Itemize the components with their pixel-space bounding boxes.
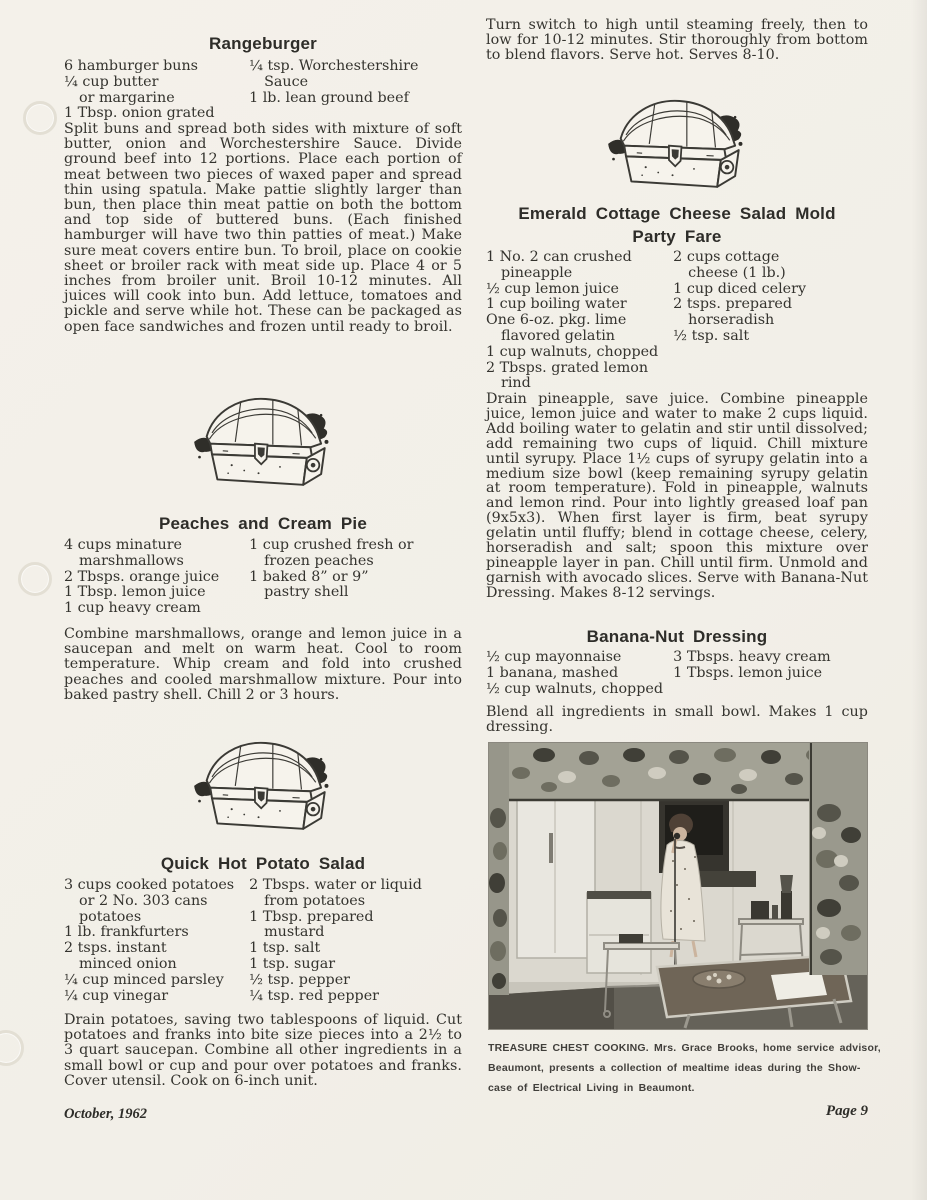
text-line: ¼ cup butter <box>64 73 159 90</box>
text-line: 6 hamburger buns <box>64 58 199 74</box>
text-line: mustard <box>264 924 325 941</box>
method-banana-dressing: Blend all ingredients in small bowl. Makes 1 cup dressing. <box>486 704 868 736</box>
text-line: ¼ tsp. red pepper <box>249 987 379 1004</box>
treasure-chest-icon <box>64 388 462 498</box>
text-line: pineapple <box>501 264 573 281</box>
photo-caption <box>488 1038 881 1098</box>
text-line: 1 Tbsp. prepared <box>249 908 374 925</box>
text-line: 1 lb. frankfurters <box>64 924 189 941</box>
text-line: Beaumont, presents a collection of mealtime ideas during the Show- <box>488 1062 861 1074</box>
text-line: TREASURE CHEST COOKING. Mrs. Grace Brooks, home service advisor, <box>488 1042 881 1054</box>
text-line: One 6-oz. pkg. lime <box>486 312 627 329</box>
text-line: 2 cups cottage <box>673 249 780 265</box>
text-line: 1 cup diced celery <box>673 280 807 297</box>
text-line: ¼ cup minced parsley <box>64 971 224 988</box>
recipe-title-potato-salad: Quick Hot Potato Salad <box>160 854 366 873</box>
kitchen-photo-illustration <box>489 743 867 1029</box>
text-line: 1 cup heavy cream <box>64 600 201 617</box>
treasure-chest-icon <box>486 90 868 200</box>
text-line: 1 Tbsps. lemon juice <box>673 664 823 681</box>
text-line: 1 baked 8” or 9” <box>249 568 369 585</box>
punch-hole <box>23 101 57 135</box>
method-peaches-pie: Combine marshmallows, orange and lemon juice in a saucepan and melt on warm heat. Cool to room temperature. Whip cream and fold into crushed peaches and cooled marshmallow mixture. Pour into baked pastry shell. Chill 2 or 3 hours. <box>64 626 462 703</box>
text-line: 1 tsp. sugar <box>249 955 336 972</box>
text-line: ½ cup lemon juice <box>486 280 619 297</box>
ingredients-rangeburger <box>64 59 462 122</box>
recipe-title-peaches-pie: Peaches and Cream Pie <box>158 514 368 533</box>
method-rangeburger: Split buns and spread both sides with mixture of soft butter, onion and Worchestershire Sauce. Divide ground beef into 12 portions. Place each portion of meat between two pieces of waxed paper and spread thin using spatula. Make pattie slightly larger than bun, then place thin meat pattie on both the bottom and top side of buttered buns. (Each finished hamburger will have two thin patties of meat.) Make sure meat covers entire bun. To broil, place on cookie sheet or broiler rack with meat side up. Place 4 or 5 inches from broiler unit. Broil 10-12 minutes. All juices will cook into bun. Add lettuce, tomatoes and pickle and serve while hot. These can be packaged as open face sandwiches and frozen until ready to broil. <box>64 121 462 335</box>
footer-page-number: Page 9 <box>825 1103 868 1119</box>
recipe-title-line1: Emerald Cottage Cheese Salad Mold <box>518 204 836 223</box>
text-line: 1 Tbsp. lemon juice <box>64 584 206 601</box>
punch-hole <box>18 562 52 596</box>
text-line: 2 Tbsps. water or liquid <box>249 877 422 893</box>
text-line: 4 cups minature <box>64 537 182 553</box>
text-line: ½ tsp. salt <box>673 327 750 344</box>
punch-hole <box>0 1030 24 1066</box>
text-line: 3 cups cooked potatoes <box>64 877 235 893</box>
text-line: 1 No. 2 can crushed <box>486 249 632 265</box>
text-line: rind <box>501 375 531 392</box>
text-line: 1 banana, mashed <box>486 664 619 681</box>
page-edge-shadow <box>911 0 927 1200</box>
text-line: ½ cup mayonnaise <box>486 649 622 665</box>
method-emerald-mold: Drain pineapple, save juice. Combine pineapple juice, lemon juice and water to make 2 cups liquid. Add boiling water to gelatin and stir until dissolved; add remaining two cups of liquid. Chill mixture until syrupy. Place 1½ cups of syrupy gelatin into a medium size bowl (keep remaining syrupy gelatin at room temperature). Fold in pineapple, walnuts and lemon rind. Pour into lightly greased loaf pan (9x5x3). When first layer is firm, beat syrupy gelatin until fluffy; blend in cottage cheese, celery, horseradish and salt; spoon this mixture over pineapple layer in pan. Chill until firm. Unmold and garnish with avocado slices. Serve with Banana-Nut Dressing. Makes 8-12 servings. <box>486 391 868 601</box>
text-line: ½ cup walnuts, chopped <box>486 680 663 697</box>
text-line: or margarine <box>79 89 175 106</box>
text-line: ¼ tsp. Worchestershire <box>249 58 419 74</box>
text-line: 1 cup crushed fresh or <box>249 537 414 553</box>
text-line: 2 Tbsps. orange juice <box>64 568 220 585</box>
text-line: 2 Tbsps. grated lemon <box>486 359 649 376</box>
text-line: frozen peaches <box>264 552 374 569</box>
text-line: from potatoes <box>264 892 366 909</box>
continuation-paragraph: Turn switch to high until steaming freely, then to low for 10-12 minutes. Stir thoroughly from bottom to blend flavors. Serve hot. Serves 8-10. <box>486 17 868 64</box>
kitchen-demonstration-photo <box>488 742 868 1030</box>
ingredients-peaches-pie <box>64 538 462 617</box>
text-line: minced onion <box>79 955 177 972</box>
method-potato-salad: Drain potatoes, saving two tablespoons of liquid. Cut potatoes and franks into bite size pieces into a 2½ to 3 quart saucepan. Combine all other ingredients in a small bowl or cup and pour over potatoes and franks. Cover utensil. Cook on 6-inch unit. <box>64 1012 462 1089</box>
text-line: 2 tsps. prepared <box>673 296 793 313</box>
text-line: 1 lb. lean ground beef <box>249 89 409 106</box>
text-line: marshmallows <box>79 552 184 569</box>
text-line: potatoes <box>79 908 142 925</box>
recipe-title-emerald-mold <box>486 202 868 248</box>
treasure-chest-icon <box>64 732 462 842</box>
text-line: ½ tsp. pepper <box>249 971 350 988</box>
text-line: 2 tsps. instant <box>64 940 167 957</box>
text-line: ¼ cup vinegar <box>64 987 169 1004</box>
recipe-title-rangeburger: Rangeburger <box>209 34 317 53</box>
text-line: 1 cup boiling water <box>486 296 627 313</box>
text-line: 1 tsp. salt <box>249 940 321 957</box>
text-line: 3 Tbsps. heavy cream <box>673 649 831 665</box>
recipe-title-line2: Party Fare <box>632 227 722 246</box>
ingredients-banana-dressing <box>486 650 868 697</box>
text-line: case of Electrical Living in Beaumont. <box>488 1082 695 1094</box>
text-line: cheese (1 lb.) <box>688 264 786 281</box>
text-line: horseradish <box>688 312 775 329</box>
ingredients-potato-salad <box>64 878 462 1004</box>
text-line: 1 Tbsp. onion grated <box>64 105 215 122</box>
text-line: flavored gelatin <box>501 327 615 344</box>
ingredients-emerald-mold <box>486 250 868 392</box>
text-line: Sauce <box>264 73 309 90</box>
text-line: 1 cup walnuts, chopped <box>486 343 659 360</box>
text-line: or 2 No. 303 cans <box>79 892 208 909</box>
recipe-title-banana-dressing: Banana-Nut Dressing <box>586 627 768 646</box>
text-line: pastry shell <box>264 584 349 601</box>
footer-date: October, 1962 <box>64 1106 147 1122</box>
